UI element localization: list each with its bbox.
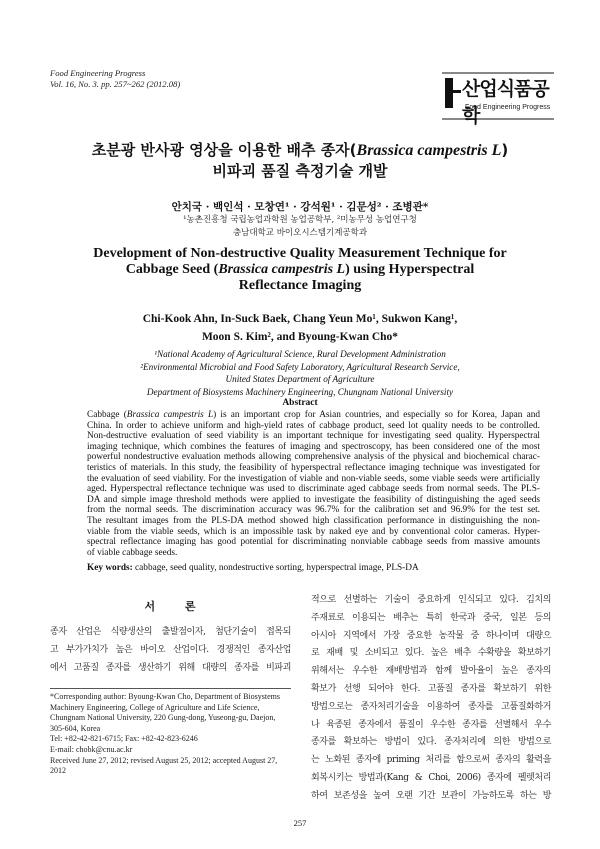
- text-line: Chungnam National University, 220 Gung-dong, Yuseong-gu, Daejon,: [50, 713, 276, 723]
- korean-affiliation: ¹농촌진흥청 국립농업과학원 농업공학부, ²미농무성 농업연구청: [183, 215, 417, 225]
- text-line: 종자 산업은 식량생산의 출발점이자, 첨단기술이 접목되: [50, 627, 291, 637]
- logo-english: Food Engineering Progress: [465, 104, 551, 111]
- text-line: Cabbage (Brassica campestris L) is an important crop for Asian countries, and especially so for Korea, Japan and: [87, 410, 540, 420]
- text-line: the evaluation of seed viability. For the investigation of viable and non-viable seeds, some viable seeds were artificially: [87, 473, 540, 484]
- author-line: Moon S. Kim², and Byoung-Kwan Cho*: [201, 331, 399, 343]
- english-title-text: ) using Hyperspectral: [345, 262, 475, 277]
- logo-mark-icon: [445, 78, 453, 108]
- text-line: viable from the viable seeds, which is an impossible task by naked eye and by conventional color cameras. Hyper-: [87, 526, 540, 537]
- korean-title-text: 초분광 반사광 영상을 이용한 배추 종자(: [91, 141, 357, 159]
- text-line: 나 육종된 종자에서 품질이 우수한 종자를 선별해서 우수: [311, 719, 551, 730]
- text-line: E-mail: chobk@cnu.ac.kr: [50, 744, 133, 754]
- english-title-line1: Development of Non-destructive Quality Measurement Technique for: [93, 246, 507, 261]
- korean-authors: 안치국 · 백인석 · 모창연¹ · 강석원¹ · 김문성² · 조병관*: [171, 201, 429, 213]
- author-line: Chi-Kook Ahn, In-Suck Baek, Chang Yeun Mo¹, Sukwon Kang¹,: [142, 313, 458, 325]
- footnote: [50, 692, 291, 777]
- korean-affiliation: 충남대학교 바이오시스템기계공학과: [232, 228, 368, 238]
- english-title: [0, 246, 600, 294]
- journal-citation: Vol. 16, No. 3. pp. 257~262 (2012.08): [50, 78, 181, 89]
- text-line: 적으로 선별하는 기술이 중요하게 인식되고 있다. 김치의: [311, 595, 551, 605]
- text-line: 305-604, Korea: [50, 723, 101, 733]
- journal-header: [50, 68, 180, 89]
- korean-title-text: ): [501, 141, 509, 159]
- english-title-text: Cabbage Seed (: [125, 262, 219, 277]
- text-line: Non-destructive evaluation of seed viability is an important technique for investigating seed quality. Hyperspectral: [87, 431, 540, 442]
- english-authors: [0, 310, 600, 346]
- text-line: 는 노화된 종자에 priming 처리를 함으로써 종자의 활력을: [311, 755, 551, 766]
- text-line: The resultant images from the PLS-DA method showed high classification performance in distinguishing the non-: [87, 515, 540, 526]
- logo-korean: 산업식품공학: [462, 78, 549, 127]
- species-name: Brassica campestris L: [126, 410, 214, 420]
- english-title-line3: Reflectance Imaging: [238, 278, 362, 293]
- affiliation: Department of Biosystems Machinery Engineering, Chungnam National University: [146, 386, 454, 397]
- text-line: 주재료로 이용되는 배추는 특히 한국과 중국, 일본 등의: [311, 612, 551, 623]
- keywords-text: cabbage, seed quality, nondestructive sorting, hyperspectral image, PLS-DA: [132, 563, 419, 573]
- journal-name: Food Engineering Progress: [50, 68, 146, 78]
- section-heading-introduction: 서 론: [144, 600, 196, 613]
- affiliation: United States Department of Agriculture: [225, 374, 375, 384]
- right-column-body: [311, 592, 551, 806]
- text-line: Tel: +82-42-821-6715; Fax: +82-42-823-6246: [50, 734, 198, 744]
- korean-title-line2: 비파괴 품질 측정기술 개발: [212, 162, 388, 180]
- text-line: 2012: [50, 766, 66, 776]
- page-number: 257: [293, 818, 307, 828]
- species-name: Brassica campestris L: [356, 142, 502, 159]
- text-line: 아시아 지역에서 가장 중요한 농작물 중 하나이며 대량으: [311, 630, 551, 641]
- keywords-label: Key words:: [87, 563, 133, 573]
- journal-logo: [442, 72, 554, 127]
- text-line: 에서 고품질 종자를 생산하기 위해 대량의 종자를 비파괴: [50, 662, 291, 673]
- left-column-body: [50, 624, 291, 677]
- affiliation: ²Environmental Microbial and Food Safety Laboratory, Agricultural Research Service,: [140, 361, 460, 372]
- species-name: Brassica campestris L: [218, 262, 346, 277]
- text-line: from the normal seeds. The discrimination accuracy was 96.7% for the calibration set and 96.9% for the test set.: [87, 505, 540, 516]
- text-line: of viable cabbage seeds.: [87, 547, 178, 558]
- text-line: 방법으로는 종자처리기술을 이용하여 종자를 고품질화하거: [311, 701, 551, 712]
- text-line: 고 부가가치가 높은 바이오 산업이다. 경쟁적인 종자산업: [50, 644, 291, 655]
- korean-affiliations: [0, 214, 600, 240]
- text-line: spectral reflectance imaging has good potential for discriminating nonviable cabbage seeds from massive amounts: [87, 537, 540, 548]
- text-line: 종자를 확보하는 방법이 있다. 종자처리에 의한 방법으로: [311, 737, 551, 748]
- text-line: 회복시키는 방법과(Kang & Choi, 2006) 종자에 펠렛처리: [311, 772, 551, 783]
- english-affiliations: [0, 348, 600, 398]
- text-line: teristics of materials. In this study, the feasibility of hyperspectral reflectance imaging technique was investigated for: [87, 462, 540, 473]
- text-line: aged. Hyperspectral reflectance technique was used to discriminate aged cabbage seeds from normal seeds. The PLS-: [87, 484, 540, 495]
- text-line: China. In order to achieve uniform and high-yield rates of cabbage product, seed lot quality needs to be controlled.: [87, 420, 540, 431]
- text-line: 로 재배 및 소비되고 있다. 높은 배추 수확량을 확보하기: [311, 648, 551, 659]
- text-line: powerful nondestructive evaluation methods allowing comprehensive analysis of the physical and biochemical charac-: [87, 452, 540, 463]
- text-line: imaging technique, which combines the features of imaging and spectroscopy, has been considered one of the most: [87, 441, 540, 452]
- text-line: Machinery Engineering, College of Agriculture and Life Science,: [50, 702, 260, 712]
- footnote-divider: [50, 688, 291, 689]
- text-line: Received June 27, 2012; revised August 25, 2012; accepted August 27,: [50, 755, 278, 765]
- abstract-heading: Abstract: [282, 398, 318, 408]
- korean-title: [0, 140, 600, 181]
- keywords: [87, 563, 419, 573]
- text-line: DA and simple image threshold methods were applied to investigate the feasibility of distinguishing the aged seeds: [87, 494, 540, 505]
- affiliation: ¹National Academy of Agricultural Science, Rural Development Administration: [154, 349, 446, 359]
- text-line: 확보가 선행 되어야 한다. 고품질 종자를 확보하기 위한: [311, 683, 551, 694]
- text-line: 하여 보존성을 높여 오랜 기간 보관이 가능하도록 하는 방: [311, 790, 551, 801]
- text-line: *Corresponding author: Byoung-Kwan Cho, Department of Biosystems: [50, 692, 280, 701]
- abstract-body: [87, 410, 540, 558]
- text-line: 위해서는 우수한 재배방법과 함께 발아율이 높은 종자의: [311, 666, 551, 677]
